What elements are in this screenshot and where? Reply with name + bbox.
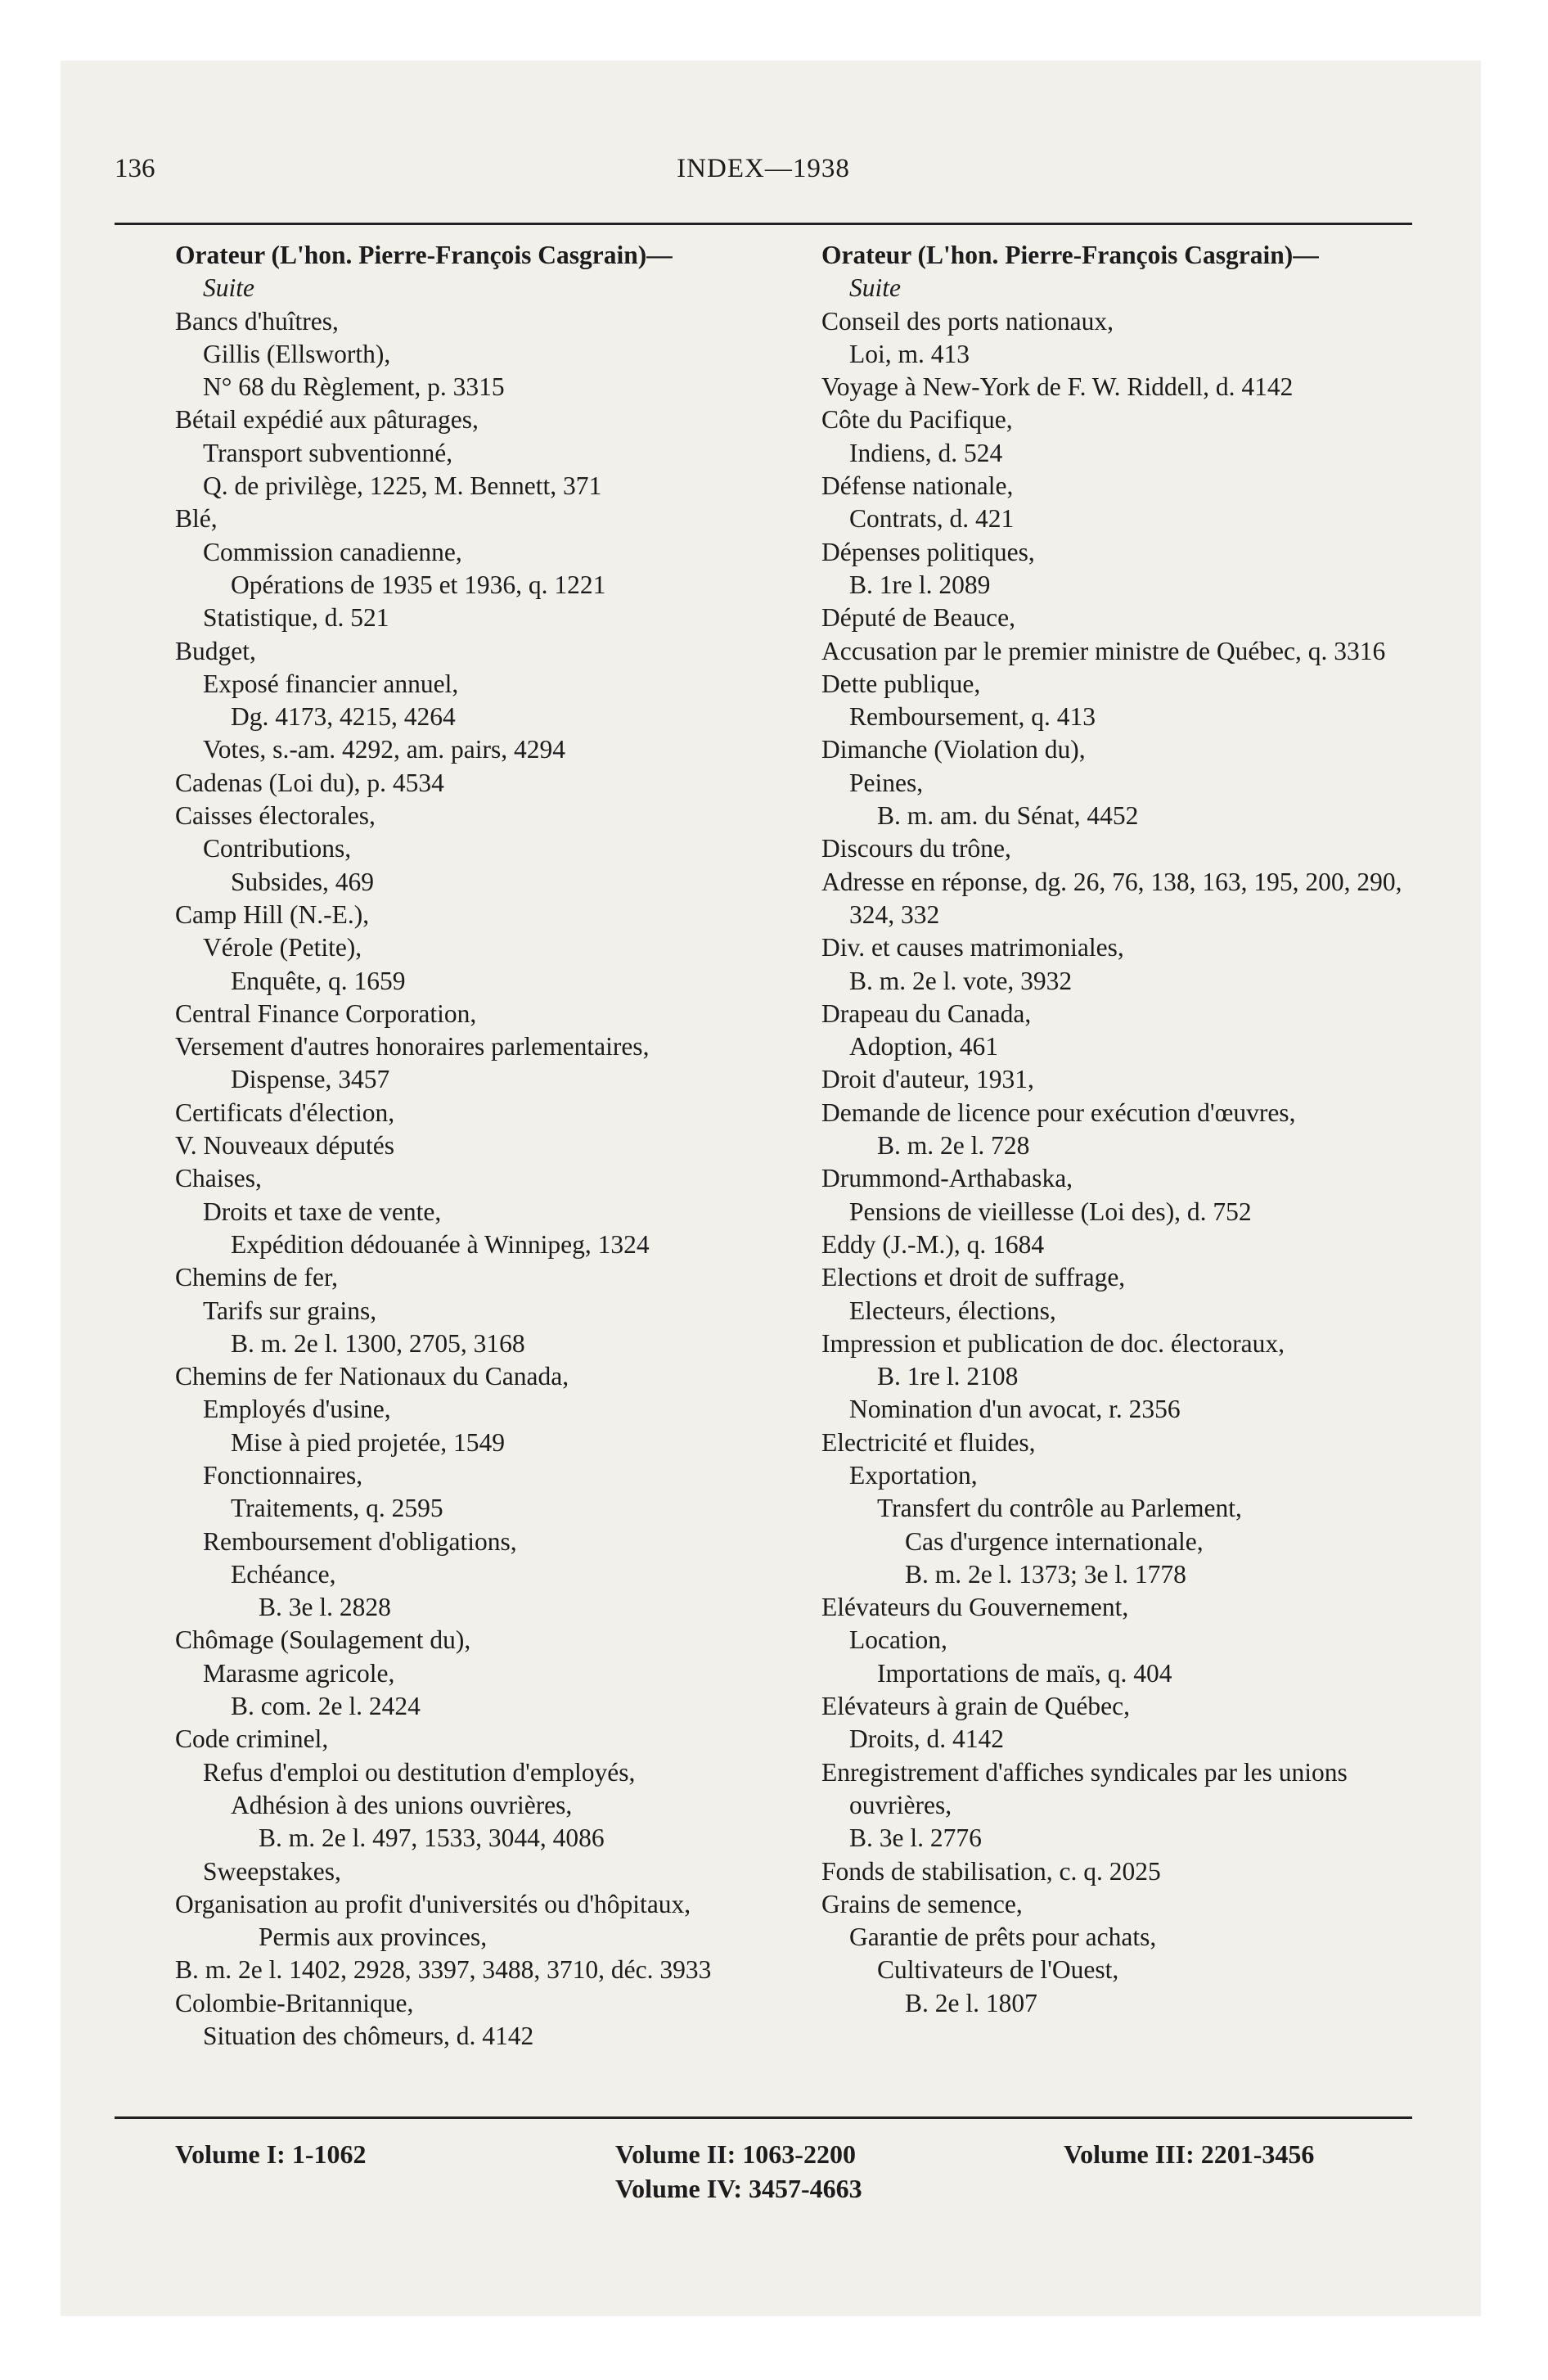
index-entry: Q. de privilège, 1225, M. Bennett, 371 — [203, 471, 602, 501]
index-entry: B. m. 2e l. 1373; 3e l. 1778 — [905, 1559, 1186, 1589]
index-entry: Cadenas (Loi du), p. 4534 — [175, 768, 444, 797]
page-header — [115, 154, 1412, 195]
index-entry: Electeurs, élections, — [849, 1296, 1056, 1325]
index-heading: Orateur (L'hon. Pierre-François Casgrain)— — [821, 241, 1319, 269]
index-entry: B. com. 2e l. 2424 — [231, 1692, 421, 1721]
index-entry: Peines, — [849, 768, 924, 797]
index-entry: Chômage (Soulagement du), — [175, 1625, 471, 1655]
page-number: 136 — [115, 154, 155, 183]
index-entry: Enregistrement d'affiches syndicales par les unions ouvrières, — [821, 1757, 1348, 1819]
index-entry: V. Nouveaux députés — [175, 1131, 394, 1161]
index-entry: Accusation par le premier ministre de Québec, q. 3316 — [821, 636, 1386, 665]
index-entry: Chemins de fer, — [175, 1263, 339, 1292]
index-entry: B. m. 2e l. vote, 3932 — [849, 966, 1073, 995]
index-entry: B. m. 2e l. 1402, 2928, 3397, 3488, 3710, déc. 3933 — [175, 1955, 712, 1985]
index-entry: Voyage à New-York de F. W. Riddell, d. 4142 — [821, 372, 1294, 402]
index-entry: Dg. 4173, 4215, 4264 — [231, 702, 456, 732]
index-column-right — [821, 239, 1443, 2020]
index-entry: Votes, s.-am. 4292, am. pairs, 4294 — [203, 735, 565, 764]
index-entry: Employés d'usine, — [203, 1395, 391, 1424]
index-entry: Elections et droit de suffrage, — [821, 1263, 1126, 1292]
index-entry: Opérations de 1935 et 1936, q. 1221 — [231, 570, 606, 599]
index-entry: Garantie de prêts pour achats, — [849, 1922, 1157, 1952]
index-entry: B. m. 2e l. 1300, 2705, 3168 — [231, 1328, 525, 1358]
index-entry: Mise à pied projetée, 1549 — [231, 1427, 506, 1457]
footer-volume-1: Volume I: 1-1062 — [175, 2139, 367, 2169]
index-entry: Elévateurs à grain de Québec, — [821, 1692, 1130, 1721]
index-entry: B. m. 2e l. 728 — [877, 1131, 1030, 1161]
index-entry: Elévateurs du Gouvernement, — [821, 1593, 1129, 1622]
index-entry: Dette publique, — [821, 669, 981, 698]
index-entry: Certificats d'élection, — [175, 1098, 395, 1127]
index-entry: Suite — [203, 273, 254, 303]
index-entry: Importations de maïs, q. 404 — [877, 1658, 1172, 1688]
index-entry: B. m. 2e l. 497, 1533, 3044, 4086 — [259, 1823, 605, 1853]
index-entry: Eddy (J.-M.), q. 1684 — [821, 1229, 1045, 1259]
index-column-left — [175, 239, 797, 2053]
footer-volume-3: Volume III: 2201-3456 — [1064, 2139, 1315, 2169]
index-entry: Défense nationale, — [821, 471, 1014, 501]
index-entry: Drapeau du Canada, — [821, 998, 1032, 1028]
index-entry: Versement d'autres honoraires parlementaires, — [175, 1032, 650, 1062]
index-entry: Central Finance Corporation, — [175, 998, 477, 1028]
index-entry: B. 1re l. 2108 — [877, 1362, 1019, 1391]
index-entry: Location, — [849, 1625, 947, 1655]
page-title: INDEX—1938 — [677, 154, 850, 183]
index-entry: Sweepstakes, — [203, 1856, 341, 1886]
index-entry: Dimanche (Violation du), — [821, 735, 1086, 764]
index-entry: Exportation, — [849, 1460, 978, 1490]
index-entry: B. m. am. du Sénat, 4452 — [877, 801, 1139, 831]
footer-volume-2: Volume II: 1063-2200 — [615, 2139, 856, 2169]
index-entry: Statistique, d. 521 — [203, 603, 389, 633]
index-entry: Drummond-Arthabaska, — [821, 1164, 1073, 1193]
index-entry: Contrats, d. 421 — [849, 504, 1015, 534]
index-entry: Traitements, q. 2595 — [231, 1494, 443, 1523]
header-rule — [115, 223, 1412, 225]
index-entry: Chaises, — [175, 1164, 262, 1193]
index-entry: Remboursement d'obligations, — [203, 1526, 517, 1556]
index-entry: Transfert du contrôle au Parlement, — [877, 1494, 1242, 1523]
index-entry: Indiens, d. 524 — [849, 438, 1003, 467]
index-entry: Contributions, — [203, 834, 352, 863]
index-entry: Cultivateurs de l'Ouest, — [877, 1955, 1119, 1985]
index-entry: Transport subventionné, — [203, 438, 453, 467]
index-entry: Adoption, 461 — [849, 1032, 999, 1062]
index-entry: Fonctionnaires, — [203, 1460, 363, 1490]
index-entry: Echéance, — [231, 1559, 336, 1589]
index-entry: Tarifs sur grains, — [203, 1296, 377, 1325]
index-entry: Enquête, q. 1659 — [231, 966, 406, 995]
index-entry: Caisses électorales, — [175, 801, 376, 831]
index-entry: Grains de semence, — [821, 1889, 1023, 1918]
index-entry: Electricité et fluides, — [821, 1427, 1036, 1457]
index-entry: Impression et publication de doc. électoraux, — [821, 1328, 1285, 1358]
footer-volume-4: Volume IV: 3457-4663 — [615, 2174, 862, 2203]
index-entry: Exposé financier annuel, — [203, 669, 459, 698]
index-entry: Discours du trône, — [821, 834, 1011, 863]
index-entry: Div. et causes matrimoniales, — [821, 933, 1124, 962]
index-entry: Droits et taxe de vente, — [203, 1197, 442, 1226]
index-entry: Loi, m. 413 — [849, 339, 970, 368]
index-entry: Cas d'urgence internationale, — [905, 1526, 1204, 1556]
index-entry: Permis aux provinces, — [259, 1922, 488, 1952]
index-entry: B. 3e l. 2828 — [259, 1593, 391, 1622]
index-entry: Blé, — [175, 504, 218, 534]
index-entry: Situation des chômeurs, d. 4142 — [203, 2022, 534, 2051]
index-entry: Colombie-Britannique, — [175, 1988, 414, 2017]
index-entry: N° 68 du Règlement, p. 3315 — [203, 372, 505, 402]
index-entry: Bancs d'huîtres, — [175, 306, 339, 336]
index-entry: Pensions de vieillesse (Loi des), d. 752 — [849, 1197, 1252, 1226]
index-entry: Remboursement, q. 413 — [849, 702, 1096, 732]
index-entry: Gillis (Ellsworth), — [203, 339, 391, 368]
index-entry: Fonds de stabilisation, c. q. 2025 — [821, 1856, 1161, 1886]
index-entry: Demande de licence pour exécution d'œuvres, — [821, 1098, 1296, 1127]
index-entry: Bétail expédié aux pâturages, — [175, 405, 479, 435]
index-entry: Suite — [849, 273, 901, 303]
index-entry: Subsides, 469 — [231, 867, 375, 896]
index-heading: Orateur (L'hon. Pierre-François Casgrain)— — [175, 241, 673, 269]
index-entry: Député de Beauce, — [821, 603, 1016, 633]
index-entry: Dispense, 3457 — [231, 1065, 390, 1094]
index-entry: Droits, d. 4142 — [849, 1724, 1004, 1754]
index-entry: Chemins de fer Nationaux du Canada, — [175, 1362, 569, 1391]
index-entry: B. 1re l. 2089 — [849, 570, 991, 599]
index-entry: Conseil des ports nationaux, — [821, 306, 1114, 336]
index-entry: Adhésion à des unions ouvrières, — [231, 1790, 573, 1819]
index-entry: Organisation au profit d'universités ou d'hôpitaux, — [175, 1889, 691, 1918]
index-entry: Refus d'emploi ou destitution d'employés, — [203, 1757, 636, 1787]
index-entry: Code criminel, — [175, 1724, 329, 1754]
index-entry: Vérole (Petite), — [203, 933, 362, 962]
index-entry: Nomination d'un avocat, r. 2356 — [849, 1395, 1181, 1424]
index-entry: Expédition dédouanée à Winnipeg, 1324 — [231, 1229, 650, 1259]
index-entry: Budget, — [175, 636, 256, 665]
footer-rule — [115, 2116, 1412, 2119]
index-entry: Côte du Pacifique, — [821, 405, 1013, 435]
index-entry: B. 2e l. 1807 — [905, 1988, 1037, 2017]
index-entry: Camp Hill (N.-E.), — [175, 899, 370, 929]
index-entry: Dépenses politiques, — [821, 537, 1035, 566]
index-entry: Marasme agricole, — [203, 1658, 395, 1688]
index-entry: Adresse en réponse, dg. 26, 76, 138, 163, 195, 200, 290, 324, 332 — [821, 867, 1402, 929]
index-entry: B. 3e l. 2776 — [849, 1823, 982, 1853]
index-entry: Droit d'auteur, 1931, — [821, 1065, 1034, 1094]
index-entry: Commission canadienne, — [203, 537, 462, 566]
